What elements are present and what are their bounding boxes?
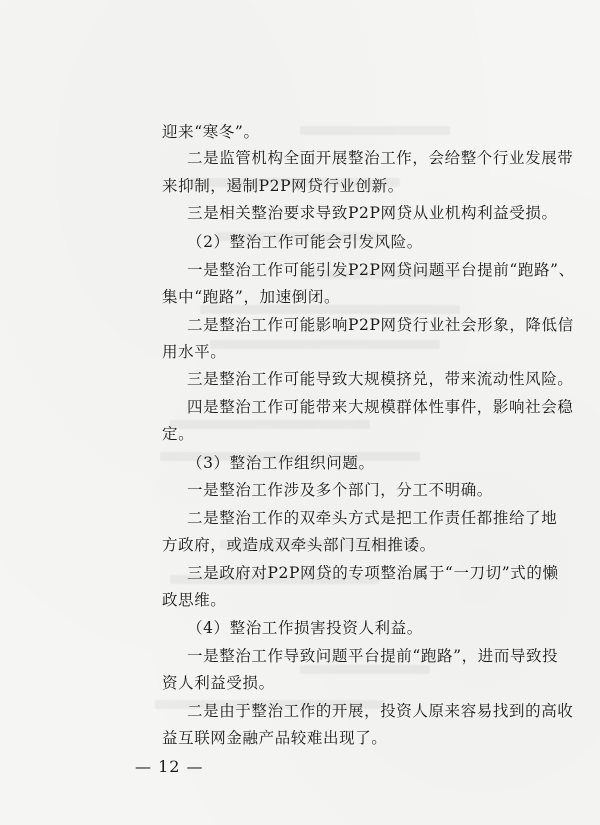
text-line-11: 四是整治工作可能带来大规模群体性事件，影响社会稳 [187,398,574,416]
text-line-23: 益互联网金融产品较难出现了。 [162,729,388,747]
text-line-8: 二是整治工作可能影响P2P网贷行业社会形象，降低信 [187,316,574,334]
text-line-20: 一是整治工作导致问题平台提前“跑路”，进而导致投 [187,647,559,665]
text-line-7: 集中“跑路”，加速倒闭。 [162,288,341,306]
text-line-21: 资人利益受损。 [162,674,275,692]
section-heading-2: （2）整治工作可能会引发风险。 [187,233,423,251]
text-line-3: 来抑制，遏制P2P网贷行业创新。 [162,177,404,195]
section-heading-4: （4）整治工作损害投资人利益。 [187,619,423,637]
text-line-2: 二是监管机构全面开展整治工作，会给整个行业发展带 [187,149,574,167]
text-line-22: 二是由于整治工作的开展，投资人原来容易找到的高收 [187,702,574,720]
text-line-4: 三是相关整治要求导致P2P网贷从业机构利益受损。 [187,204,558,222]
text-line-9: 用水平。 [162,343,227,361]
text-line-6: 一是整治工作可能引发P2P网贷问题平台提前“跑路”、 [187,261,575,279]
text-line-18: 政思维。 [162,591,227,609]
text-line-12: 定。 [162,425,195,443]
section-heading-3: （3）整治工作组织问题。 [187,454,375,472]
text-line-16: 方政府，或造成双牵头部门互相推诿。 [162,536,436,554]
text-line-17: 三是政府对P2P网贷的专项整治属于“一刀切”式的懒 [187,564,559,582]
text-line-15: 二是整治工作的双牵头方式是把工作责任都推给了地 [187,509,558,527]
page-number: — 12 — [135,757,204,776]
text-line-10: 三是整治工作可能导致大规模挤兑，带来流动性风险。 [187,370,574,388]
text-line-1: 迎来“寒冬”。 [162,123,260,141]
text-line-14: 一是整治工作涉及多个部门，分工不明确。 [187,481,493,499]
